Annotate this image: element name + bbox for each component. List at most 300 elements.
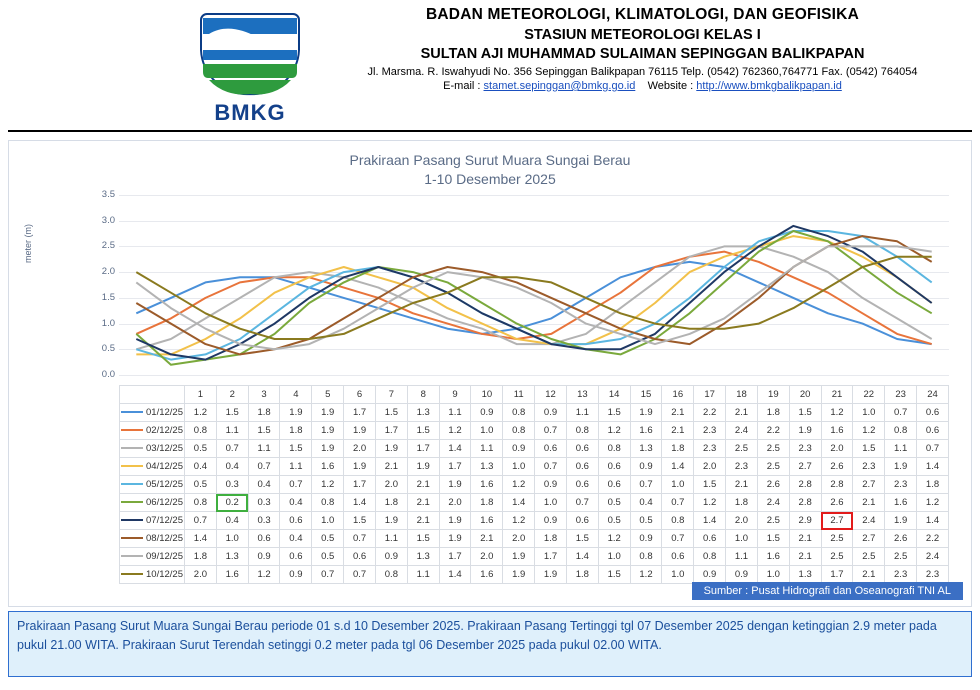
table-cell: 0.8 <box>630 548 662 566</box>
table-cell: 2.3 <box>885 566 917 584</box>
grid-line <box>119 375 949 376</box>
bmkg-logo <box>185 6 315 126</box>
table-cell: 0.9 <box>248 548 280 566</box>
table-cell: 0.8 <box>662 512 694 530</box>
table-cell: 2.2 <box>917 530 949 548</box>
series-color-swatch <box>121 465 143 467</box>
table-col-header: 20 <box>789 386 821 404</box>
table-cell: 1.5 <box>248 422 280 440</box>
table-cell: 1.0 <box>503 458 535 476</box>
table-cell: 1.2 <box>821 404 853 422</box>
table-cell: 0.7 <box>344 530 376 548</box>
table-cell: 2.5 <box>726 440 758 458</box>
chart-title-main: Prakiraan Pasang Surut Muara Sungai Berau <box>349 152 631 168</box>
header-divider <box>8 130 972 132</box>
table-cell: 1.2 <box>598 422 630 440</box>
table-cell: 2.1 <box>471 530 503 548</box>
table-cell: 2.3 <box>917 566 949 584</box>
table-cell: 0.3 <box>216 476 248 494</box>
table-cell: 1.5 <box>216 404 248 422</box>
table-cell: 2.4 <box>853 512 885 530</box>
series-legend-label <box>120 548 185 566</box>
table-cell: 0.5 <box>598 512 630 530</box>
table-cell: 1.2 <box>185 404 217 422</box>
table-cell: 2.3 <box>789 440 821 458</box>
table-cell: 1.9 <box>312 440 344 458</box>
table-cell: 2.7 <box>853 530 885 548</box>
table-col-header: 16 <box>662 386 694 404</box>
table-cell: 2.3 <box>885 476 917 494</box>
data-table <box>119 385 949 584</box>
table-cell: 1.9 <box>630 404 662 422</box>
table-cell: 1.0 <box>726 530 758 548</box>
table-cell: 0.4 <box>630 494 662 512</box>
table-cell: 1.8 <box>662 440 694 458</box>
table-cell: 1.0 <box>598 548 630 566</box>
table-cell: 0.6 <box>917 404 949 422</box>
series-name: 04/12/25 <box>146 461 183 472</box>
table-cell: 0.6 <box>344 548 376 566</box>
table-cell: 0.6 <box>917 422 949 440</box>
series-name: 05/12/25 <box>146 479 183 490</box>
table-cell: 1.1 <box>280 458 312 476</box>
table-cell: 1.2 <box>853 422 885 440</box>
table-cell: 0.5 <box>185 476 217 494</box>
table-cell: 1.0 <box>662 566 694 584</box>
table-row <box>120 512 949 530</box>
table-row <box>120 476 949 494</box>
table-cell: 1.3 <box>630 440 662 458</box>
table-cell: 2.1 <box>789 530 821 548</box>
table-cell: 1.5 <box>566 530 598 548</box>
table-cell: 0.3 <box>248 512 280 530</box>
chart-plot <box>101 189 949 380</box>
series-name: 02/12/25 <box>146 425 183 436</box>
table-col-header: 6 <box>344 386 376 404</box>
agency-heading <box>315 6 980 92</box>
email-link[interactable]: stamet.sepinggan@bmkg.go.id <box>483 80 636 92</box>
table-cell: 2.7 <box>853 476 885 494</box>
table-cell: 0.4 <box>280 494 312 512</box>
table-cell: 1.7 <box>439 458 471 476</box>
table-cell: 2.4 <box>726 422 758 440</box>
table-cell: 1.4 <box>503 494 535 512</box>
highest-tide-cell: 2.7 <box>821 512 853 530</box>
table-cell: 1.5 <box>407 422 439 440</box>
y-tick-label: 3.5 <box>101 189 115 200</box>
table-cell: 1.3 <box>471 458 503 476</box>
y-tick-label: 0.0 <box>101 369 115 380</box>
station-class: STASIUN METEOROLOGI KELAS I <box>524 27 761 43</box>
website-label: Website : <box>647 80 694 92</box>
table-cell: 2.6 <box>757 476 789 494</box>
series-legend-label <box>120 440 185 458</box>
table-cell: 1.7 <box>344 404 376 422</box>
table-cell: 1.4 <box>917 458 949 476</box>
table-col-header: 10 <box>471 386 503 404</box>
table-cell: 1.9 <box>439 512 471 530</box>
chart-panel <box>8 140 972 607</box>
y-tick-label: 1.0 <box>101 317 115 329</box>
series-name: 01/12/25 <box>146 407 183 418</box>
table-cell: 1.0 <box>535 494 567 512</box>
table-cell: 0.9 <box>726 566 758 584</box>
series-name: 08/12/25 <box>146 533 183 544</box>
table-cell: 2.8 <box>789 476 821 494</box>
table-cell: 1.9 <box>535 566 567 584</box>
table-row <box>120 440 949 458</box>
table-cell: 1.7 <box>439 548 471 566</box>
table-cell: 2.5 <box>821 548 853 566</box>
table-col-header: 18 <box>726 386 758 404</box>
table-cell: 1.8 <box>280 422 312 440</box>
table-cell: 2.1 <box>726 404 758 422</box>
table-cell: 1.2 <box>439 422 471 440</box>
table-cell: 1.1 <box>885 440 917 458</box>
table-cell: 1.9 <box>375 512 407 530</box>
table-col-header: 12 <box>535 386 567 404</box>
table-cell: 1.4 <box>694 512 726 530</box>
table-cell: 1.7 <box>821 566 853 584</box>
table-col-header: 22 <box>853 386 885 404</box>
table-cell: 0.5 <box>598 494 630 512</box>
table-cell: 2.3 <box>694 440 726 458</box>
table-cell: 1.8 <box>726 494 758 512</box>
table-cell: 2.0 <box>694 458 726 476</box>
series-name: 07/12/25 <box>146 515 183 526</box>
table-row <box>120 530 949 548</box>
series-color-swatch <box>121 537 143 539</box>
table-cell: 0.8 <box>694 548 726 566</box>
table-cell: 1.3 <box>789 566 821 584</box>
table-col-header: 9 <box>439 386 471 404</box>
chart-subtitle: 1-10 Desember 2025 <box>424 171 556 187</box>
table-cell: 0.7 <box>185 512 217 530</box>
table-cell: 1.4 <box>344 494 376 512</box>
table-cell: 1.3 <box>407 404 439 422</box>
table-cell: 2.1 <box>407 476 439 494</box>
table-cell: 1.7 <box>535 548 567 566</box>
table-cell: 2.5 <box>757 458 789 476</box>
table-cell: 1.1 <box>375 530 407 548</box>
table-cell: 0.6 <box>662 548 694 566</box>
table-cell: 1.5 <box>789 404 821 422</box>
table-cell: 1.2 <box>598 530 630 548</box>
table-cell: 1.4 <box>662 458 694 476</box>
table-cell: 0.9 <box>503 440 535 458</box>
table-cell: 2.1 <box>789 548 821 566</box>
series-legend-label <box>120 494 185 512</box>
bmkg-logo-icon <box>195 6 305 98</box>
table-cell: 0.6 <box>598 458 630 476</box>
table-cell: 2.1 <box>407 512 439 530</box>
table-cell: 2.1 <box>662 422 694 440</box>
website-link[interactable]: http://www.bmkgbalikpapan.id <box>696 80 842 92</box>
table-cell: 0.6 <box>535 440 567 458</box>
table-cell: 0.6 <box>248 530 280 548</box>
table-cell: 2.1 <box>726 476 758 494</box>
table-cell: 1.5 <box>375 404 407 422</box>
table-cell: 2.8 <box>821 476 853 494</box>
table-cell: 1.9 <box>344 458 376 476</box>
table-cell: 0.4 <box>185 458 217 476</box>
series-legend-label <box>120 476 185 494</box>
series-legend-label <box>120 422 185 440</box>
table-cell: 0.6 <box>280 548 312 566</box>
table-cell: 1.0 <box>471 422 503 440</box>
table-cell: 1.7 <box>375 422 407 440</box>
table-cell: 0.4 <box>216 512 248 530</box>
table-cell: 1.5 <box>694 476 726 494</box>
table-cell: 1.9 <box>407 458 439 476</box>
table-cell: 2.1 <box>853 566 885 584</box>
table-cell: 1.2 <box>503 476 535 494</box>
table-cell: 1.6 <box>471 566 503 584</box>
table-col-header: 4 <box>280 386 312 404</box>
table-cell: 1.8 <box>757 404 789 422</box>
table-cell: 0.5 <box>630 512 662 530</box>
series-color-swatch <box>121 411 143 413</box>
table-cell: 1.9 <box>503 548 535 566</box>
table-cell: 1.5 <box>853 440 885 458</box>
series-line <box>136 226 931 360</box>
table-cell: 1.9 <box>439 476 471 494</box>
table-cell: 1.9 <box>344 422 376 440</box>
table-col-header: 7 <box>375 386 407 404</box>
series-color-swatch <box>121 573 143 575</box>
email-label: E-mail : <box>443 80 481 92</box>
table-cell: 2.1 <box>407 494 439 512</box>
table-cell: 0.8 <box>885 422 917 440</box>
table-cell: 1.9 <box>439 530 471 548</box>
table-col-header: 23 <box>885 386 917 404</box>
table-cell: 0.3 <box>248 494 280 512</box>
table-cell: 0.5 <box>312 548 344 566</box>
table-cell: 2.6 <box>821 494 853 512</box>
table-cell: 0.9 <box>375 548 407 566</box>
table-cell: 2.5 <box>757 440 789 458</box>
bmkg-logo-label: BMKG <box>214 100 286 125</box>
table-row <box>120 422 949 440</box>
table-row <box>120 458 949 476</box>
table-cell: 1.9 <box>789 422 821 440</box>
series-name: 09/12/25 <box>146 551 183 562</box>
table-row <box>120 566 949 584</box>
table-cell: 1.1 <box>248 440 280 458</box>
table-cell: 0.8 <box>312 494 344 512</box>
y-axis-label: meter (m) <box>23 224 33 263</box>
table-cell: 2.3 <box>694 422 726 440</box>
table-cell: 0.7 <box>248 458 280 476</box>
table-cell: 0.9 <box>280 566 312 584</box>
table-cell: 0.6 <box>566 440 598 458</box>
series-legend-label <box>120 512 185 530</box>
table-cell: 0.4 <box>216 458 248 476</box>
table-cell: 2.6 <box>821 458 853 476</box>
table-cell: 1.9 <box>375 440 407 458</box>
table-col-header: 21 <box>821 386 853 404</box>
table-body <box>120 404 949 584</box>
table-row <box>120 404 949 422</box>
table-cell: 1.1 <box>407 566 439 584</box>
table-cell: 0.8 <box>566 422 598 440</box>
table-cell: 2.0 <box>344 440 376 458</box>
table-cell: 1.5 <box>407 530 439 548</box>
table-cell: 1.9 <box>312 404 344 422</box>
table-cell: 0.7 <box>535 458 567 476</box>
table-cell: 0.6 <box>566 458 598 476</box>
table-cell: 1.1 <box>566 404 598 422</box>
table-cell: 0.9 <box>471 404 503 422</box>
table-cell: 2.5 <box>821 530 853 548</box>
table-header-row <box>120 386 949 404</box>
table-col-header: 1 <box>185 386 217 404</box>
table-cell: 0.9 <box>630 458 662 476</box>
table-cell: 0.7 <box>344 566 376 584</box>
table-cell: 2.0 <box>471 548 503 566</box>
table-cell: 2.3 <box>853 458 885 476</box>
table-cell: 1.6 <box>630 422 662 440</box>
table-cell: 0.8 <box>503 422 535 440</box>
table-col-header: 17 <box>694 386 726 404</box>
table-cell: 0.9 <box>694 566 726 584</box>
source-badge: Sumber : Pusat Hidrografi dan Oseanografi TNI AL <box>692 582 963 600</box>
table-cell: 1.8 <box>917 476 949 494</box>
table-cell: 1.4 <box>566 548 598 566</box>
series-name: 06/12/25 <box>146 497 183 508</box>
series-color-swatch <box>121 519 143 521</box>
table-cell: 1.6 <box>312 458 344 476</box>
table-cell: 0.9 <box>535 404 567 422</box>
table-cell: 1.6 <box>216 566 248 584</box>
table-cell: 1.8 <box>185 548 217 566</box>
table-cell: 1.4 <box>185 530 217 548</box>
table-cell: 2.9 <box>789 512 821 530</box>
y-tick-label: 2.0 <box>101 266 115 278</box>
table-cell: 0.9 <box>630 530 662 548</box>
table-col-header: 8 <box>407 386 439 404</box>
chart-title <box>9 141 971 189</box>
table-cell: 1.2 <box>694 494 726 512</box>
table-row <box>120 494 949 512</box>
table-cell: 0.6 <box>566 476 598 494</box>
table-cell: 0.9 <box>535 512 567 530</box>
table-cell: 2.5 <box>885 548 917 566</box>
series-legend-label <box>120 458 185 476</box>
table-cell: 1.4 <box>917 512 949 530</box>
table-cell: 1.5 <box>598 404 630 422</box>
station-name: SULTAN AJI MUHAMMAD SULAIMAN SEPINGGAN BALIKPAPAN <box>420 46 865 62</box>
table-cell: 1.1 <box>726 548 758 566</box>
table-cell: 1.8 <box>535 530 567 548</box>
table-cell: 1.3 <box>407 548 439 566</box>
table-col-header: 15 <box>630 386 662 404</box>
table-cell: 1.0 <box>757 566 789 584</box>
table-cell: 2.5 <box>853 548 885 566</box>
table-cell: 1.2 <box>917 494 949 512</box>
table-cell: 2.4 <box>917 548 949 566</box>
series-color-swatch <box>121 447 143 449</box>
table-col-header: 19 <box>757 386 789 404</box>
table-cell: 1.6 <box>471 476 503 494</box>
table-cell: 0.7 <box>535 422 567 440</box>
table-cell: 0.8 <box>503 404 535 422</box>
table-cell: 1.5 <box>280 440 312 458</box>
table-cell: 0.7 <box>280 476 312 494</box>
table-cell: 0.8 <box>598 440 630 458</box>
table-cell: 1.7 <box>344 476 376 494</box>
table-cell: 0.7 <box>662 530 694 548</box>
table-cell: 2.0 <box>821 440 853 458</box>
table-cell: 0.5 <box>312 530 344 548</box>
table-cell: 2.4 <box>757 494 789 512</box>
table-cell: 1.6 <box>471 512 503 530</box>
table-cell: 0.6 <box>566 512 598 530</box>
table-cell: 1.0 <box>216 530 248 548</box>
table-cell: 0.7 <box>630 476 662 494</box>
table-cell: 2.7 <box>789 458 821 476</box>
table-cell: 0.7 <box>312 566 344 584</box>
table-cell: 2.0 <box>185 566 217 584</box>
y-tick-label: 2.5 <box>101 240 115 252</box>
page-header <box>0 0 980 128</box>
table-cell: 1.8 <box>375 494 407 512</box>
y-tick-label: 1.5 <box>101 291 115 303</box>
table-cell: 0.7 <box>662 494 694 512</box>
station-contact <box>315 80 970 92</box>
table-cell: 1.9 <box>503 566 535 584</box>
table-cell: 1.8 <box>248 404 280 422</box>
table-cell: 1.6 <box>885 494 917 512</box>
table-cell: 1.2 <box>248 566 280 584</box>
table-cell: 0.6 <box>694 530 726 548</box>
table-cell: 2.0 <box>439 494 471 512</box>
table-corner-cell <box>120 386 185 404</box>
table-cell: 1.1 <box>216 422 248 440</box>
table-cell: 2.0 <box>503 530 535 548</box>
table-cell: 0.6 <box>598 476 630 494</box>
series-color-swatch <box>121 483 143 485</box>
table-cell: 1.0 <box>853 404 885 422</box>
table-cell: 1.9 <box>885 512 917 530</box>
series-color-swatch <box>121 555 143 557</box>
y-tick-label: 3.0 <box>101 214 115 226</box>
table-cell: 0.7 <box>885 404 917 422</box>
series-lines <box>119 195 949 375</box>
table-cell: 0.4 <box>280 530 312 548</box>
table-cell: 1.7 <box>407 440 439 458</box>
table-cell: 1.9 <box>280 404 312 422</box>
table-cell: 1.8 <box>471 494 503 512</box>
table-col-header: 14 <box>598 386 630 404</box>
table-cell: 1.2 <box>312 476 344 494</box>
table-cell: 2.3 <box>726 458 758 476</box>
table-col-header: 24 <box>917 386 949 404</box>
table-cell: 0.6 <box>280 512 312 530</box>
table-cell: 2.1 <box>375 458 407 476</box>
table-cell: 2.8 <box>789 494 821 512</box>
table-cell: 1.5 <box>757 530 789 548</box>
table-col-header: 3 <box>248 386 280 404</box>
table-row <box>120 548 949 566</box>
station-address: Jl. Marsma. R. Iswahyudi No. 356 Sepinggan Balikpapan 76115 Telp. (0542) 762360,764771 Fax. (0542) 764054 <box>367 66 918 78</box>
table-cell: 1.0 <box>662 476 694 494</box>
table-cell: 1.1 <box>471 440 503 458</box>
table-cell: 1.3 <box>216 548 248 566</box>
table-cell: 0.8 <box>375 566 407 584</box>
table-cell: 0.7 <box>566 494 598 512</box>
series-color-swatch <box>121 501 143 503</box>
